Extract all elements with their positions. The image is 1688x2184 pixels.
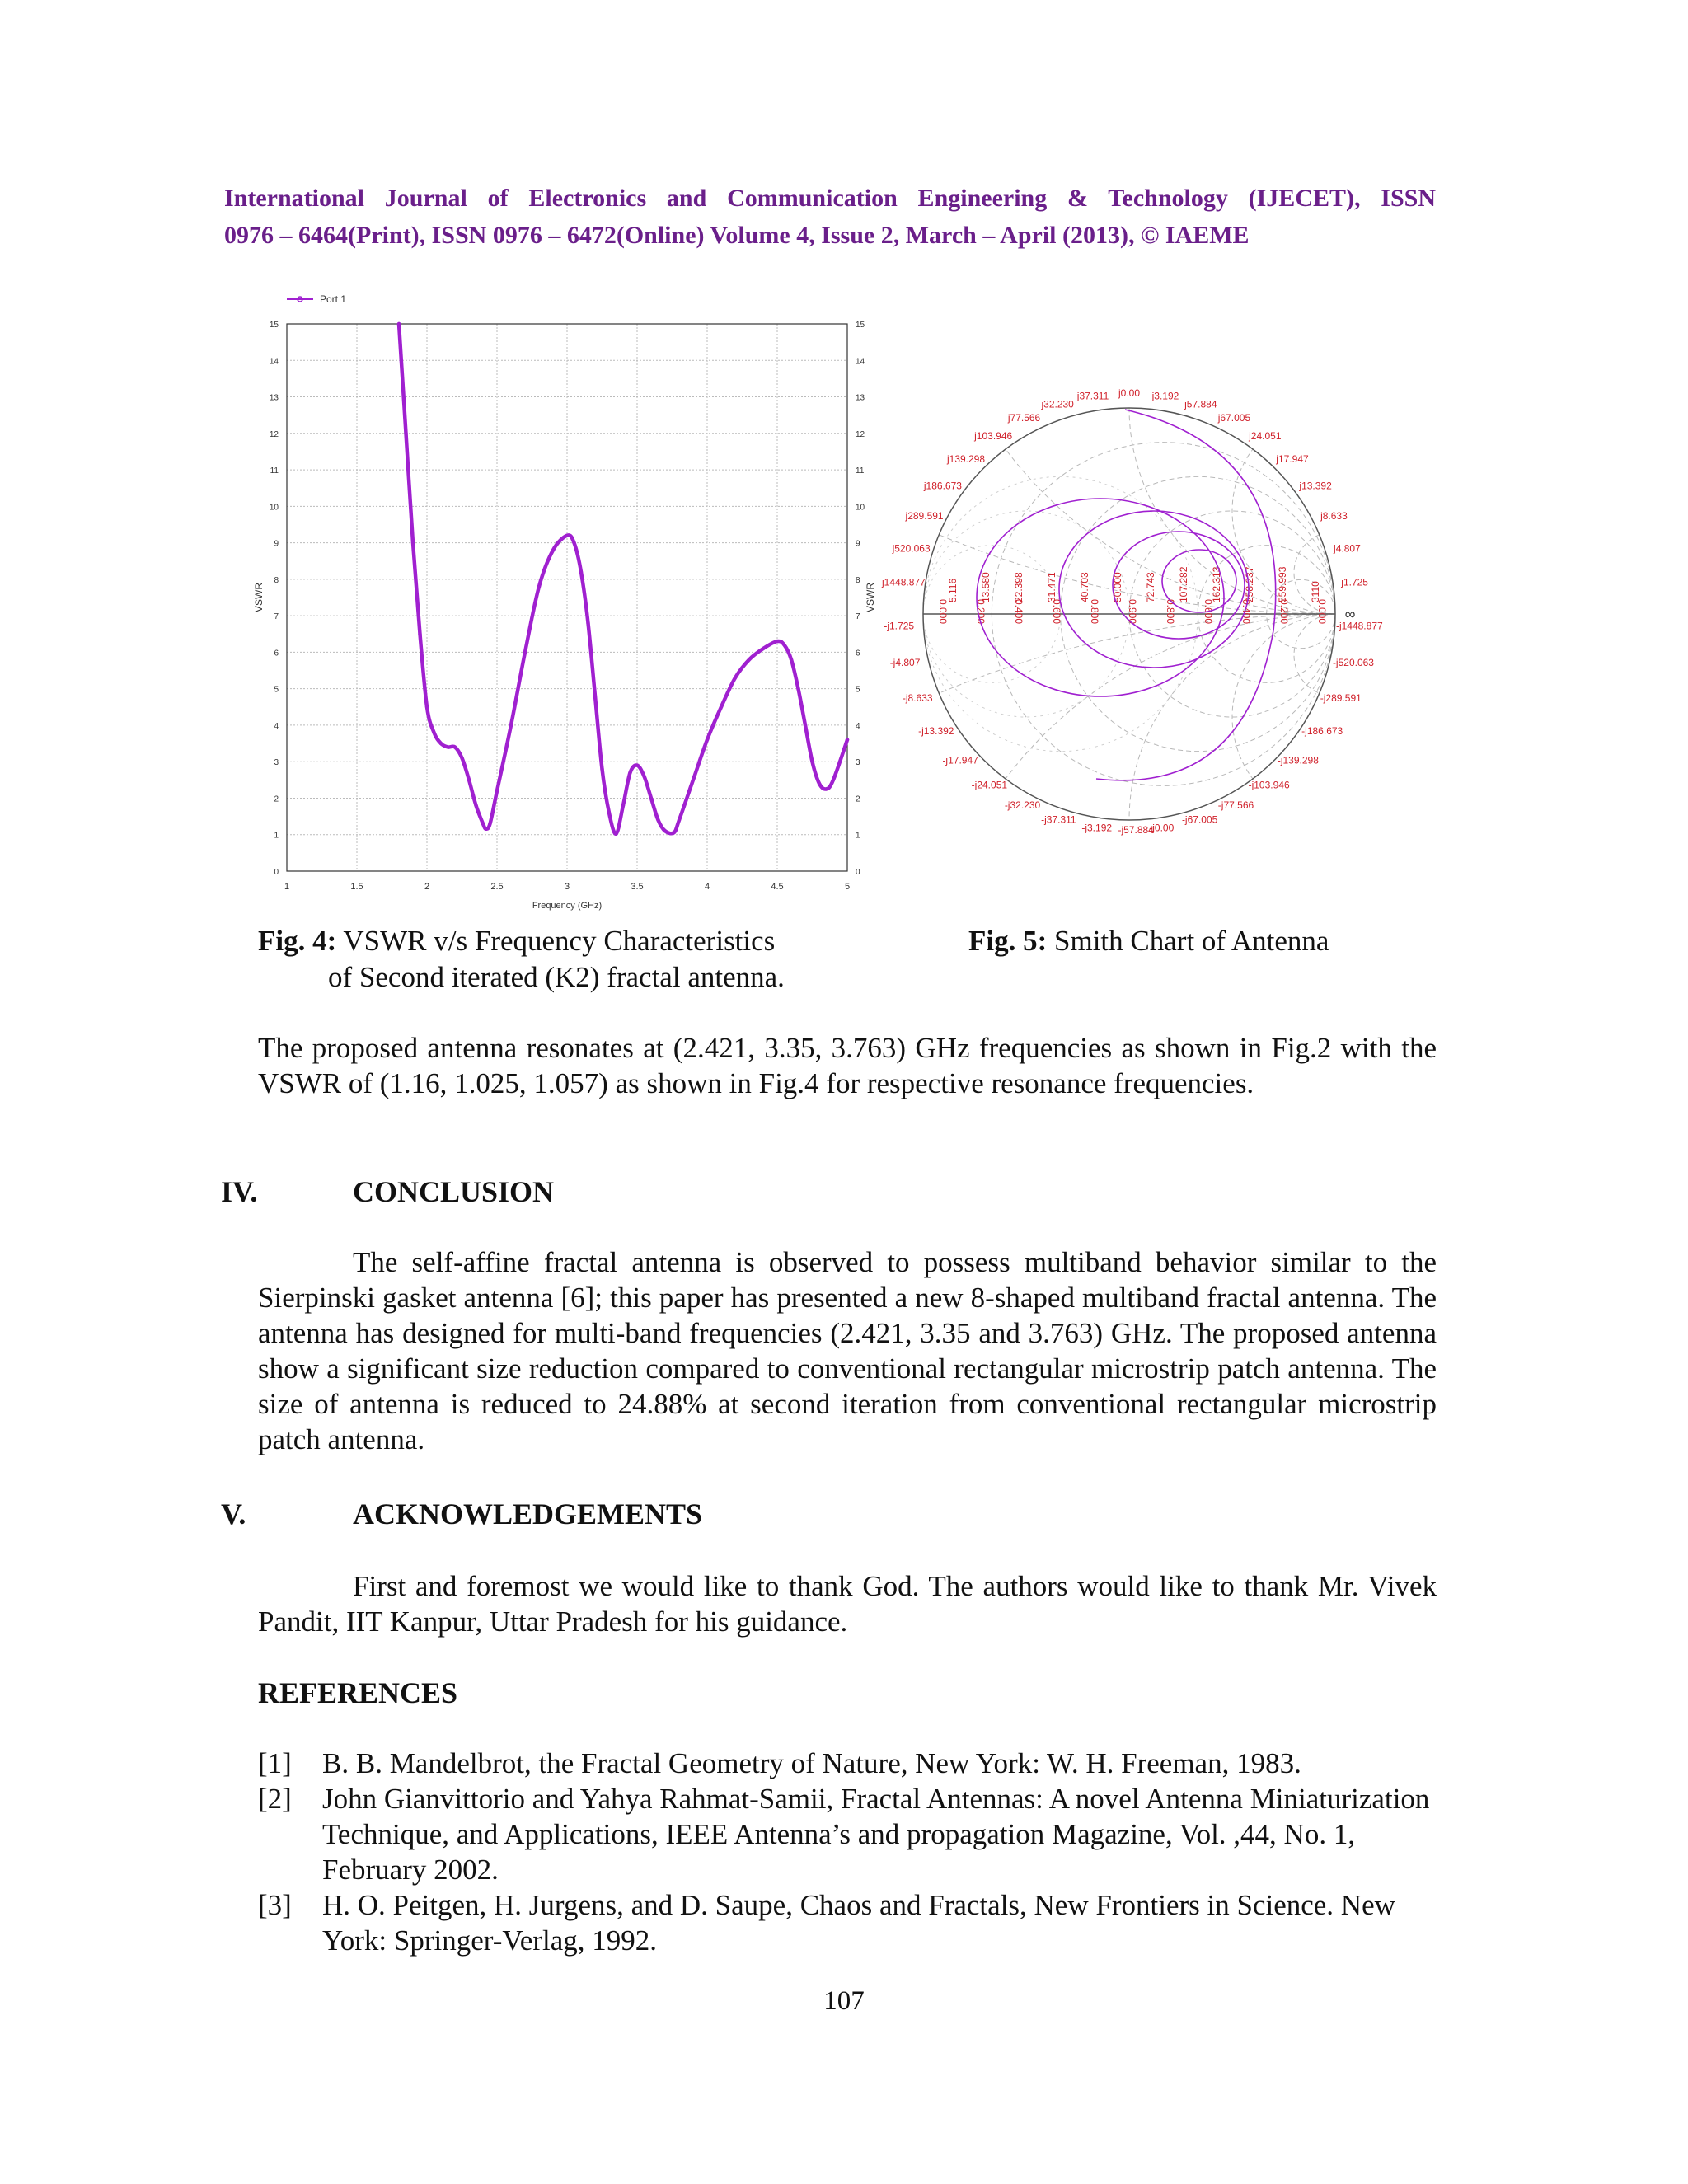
reference-text: H. O. Peitgen, H. Jurgens, and D. Saupe, Chaos and Fractals, New Frontiers in Science. New York: Springer-Verlag, 1992. — [322, 1889, 1395, 1957]
reactance-label-top: j186.673 — [923, 480, 962, 492]
fig5-text: Smith Chart of Antenna — [1047, 925, 1329, 957]
reactance-label-top: j1.725 — [1341, 576, 1368, 588]
data-point — [484, 827, 487, 831]
data-point — [439, 742, 443, 745]
data-point — [804, 724, 807, 727]
y-tick-label-left: 15 — [269, 321, 279, 330]
data-point — [720, 705, 723, 709]
reactance-label-bottom: -j289.591 — [1320, 692, 1362, 705]
reactance-label-top: j289.591 — [905, 509, 944, 522]
x-tick-label: 4 — [704, 882, 710, 892]
reference-number: [3] — [258, 1889, 292, 1921]
y-tick-label-right: 7 — [856, 612, 860, 622]
data-point — [762, 647, 765, 650]
reactance-label-bottom: -j32.230 — [1004, 799, 1041, 811]
y-tick-label-left: 9 — [274, 539, 279, 549]
reactance-label-top: j520.063 — [892, 542, 931, 555]
y-tick-label-left: 0 — [274, 868, 279, 877]
reference-text: John Gianvittorio and Yahya Rahmat-Samii, Fractal Antennas: A novel Antenna Miniaturization Technique, and Applications, IEEE Antenna’s and propagation Magazine, Vol. ,44, No. 1, February 2002. — [322, 1783, 1430, 1886]
x-tick-label: 5 — [844, 882, 851, 892]
reactance-label-top: j32.230 — [1041, 398, 1074, 410]
y-tick-label-left: 2 — [274, 794, 279, 804]
data-point — [607, 811, 611, 814]
section-title: ACKNOWLEDGEMENTS — [353, 1497, 703, 1530]
page-number: 107 — [823, 1986, 865, 2016]
reference-number: [2] — [258, 1783, 292, 1815]
data-point — [551, 548, 555, 551]
reactance-label-top: j77.566 — [1007, 411, 1041, 424]
y-tick-label-right: 3 — [856, 758, 860, 768]
resonance-paragraph: The proposed antenna resonates at (2.421, 3.35, 3.763) GHz frequencies as shown in Fig.2 with the VSWR of (1.16, 1.025, 1.057) as shown in Fig.4 for respective resonance frequencies. — [258, 1032, 1437, 1099]
journal-header — [224, 180, 1436, 254]
reactance-label-top: j57.884 — [1184, 398, 1217, 410]
data-point — [474, 804, 477, 807]
data-point — [593, 694, 597, 697]
y-tick-label-right: 13 — [856, 393, 865, 403]
y-tick-label-left: 7 — [274, 612, 279, 622]
axis-label: 0.800 — [1165, 598, 1176, 624]
fig5-caption — [968, 923, 1397, 959]
y-tick-label-right: 12 — [856, 429, 865, 439]
reactance-label-bottom: -j77.566 — [1217, 799, 1254, 811]
y-tick-label-right: 2 — [856, 794, 860, 804]
reactance-label-top: j139.298 — [946, 453, 986, 466]
fig4-caption — [258, 923, 835, 996]
y-axis-label-right: VSWR — [865, 583, 876, 612]
data-point — [432, 731, 435, 734]
axis-label: 0.200 — [975, 598, 987, 624]
y-tick-label-left: 13 — [269, 393, 279, 403]
data-point — [734, 676, 737, 679]
data-point — [481, 822, 485, 825]
resistance-label: 559.993 — [1277, 566, 1288, 602]
axis-label: 0.800 — [1089, 598, 1100, 624]
data-point — [649, 796, 653, 799]
reactance-label-bottom: -j4.807 — [889, 657, 921, 669]
legend-label: Port 1 — [320, 293, 347, 305]
trace-loop — [1162, 550, 1236, 612]
data-point — [748, 658, 751, 661]
reactance-label-bottom: -j8.633 — [902, 692, 933, 705]
data-point — [509, 724, 513, 727]
data-point — [678, 818, 681, 822]
journal-header-line1: International Journal of Electronics and Communication Engineering & Technology (IJECET), ISSN — [224, 185, 1436, 212]
x-tick-label: 1 — [284, 882, 290, 892]
data-point — [579, 570, 583, 574]
reactance-label-bottom: -j17.947 — [942, 754, 978, 766]
data-point — [572, 541, 575, 544]
y-tick-label-right: 10 — [856, 503, 865, 513]
x-tick-label: 2 — [424, 882, 430, 892]
data-point — [846, 738, 849, 741]
data-point — [446, 745, 449, 748]
y-tick-label-left: 8 — [274, 575, 279, 585]
data-point — [418, 632, 421, 635]
resistance-label: 13.580 — [980, 572, 992, 602]
reference-number: [1] — [258, 1747, 292, 1779]
reactance-label-top: j24.051 — [1249, 430, 1282, 443]
axis-label: 0.900 — [1127, 598, 1138, 624]
reactance-label-bottom: -j103.946 — [1248, 779, 1290, 791]
y-tick-label-left: 5 — [274, 685, 279, 695]
data-point — [425, 705, 429, 709]
reactance-label-bottom: -j24.051 — [971, 779, 1008, 791]
data-point — [692, 778, 695, 781]
data-point — [673, 831, 676, 834]
y-tick-label-right: 5 — [856, 685, 860, 695]
y-tick-label-left: 1 — [274, 831, 279, 841]
data-point — [642, 775, 645, 778]
reactance-label-bottom: -j3.192 — [1081, 822, 1113, 834]
reactance-label-top: j1448.877 — [881, 576, 926, 588]
data-point — [614, 832, 617, 835]
resistance-label: 22.398 — [1013, 572, 1025, 602]
data-point — [467, 778, 471, 781]
resistance-label: 72.743 — [1145, 572, 1156, 602]
data-point — [397, 322, 401, 326]
fig5-label: Fig. 5: — [968, 925, 1048, 957]
y-tick-label-left: 12 — [269, 429, 279, 439]
reactance-label-bottom: -j520.063 — [1332, 657, 1374, 669]
y-tick-label-left: 10 — [269, 503, 279, 513]
journal-header-line2: 0976 – 6464(Print), ISSN 0976 – 6472(Online) Volume 4, Issue 2, March – April (2013), © IAEME — [224, 222, 1250, 249]
references-list — [258, 1746, 1445, 1958]
data-point — [790, 658, 793, 661]
data-point — [832, 778, 835, 781]
section-number: V. — [221, 1497, 246, 1530]
x-tick-label: 4.5 — [771, 882, 784, 892]
data-point — [824, 787, 828, 790]
reactance-label-bottom: -j67.005 — [1181, 813, 1218, 826]
x-tick-label: 3.5 — [631, 882, 644, 892]
resistance-label: 162.313 — [1211, 566, 1222, 602]
x-tick-label: 2.5 — [490, 882, 504, 892]
data-point — [796, 687, 799, 691]
reactance-label-top: j103.946 — [974, 430, 1013, 443]
section-number: IV. — [221, 1175, 258, 1208]
resistance-label: 31.471 — [1046, 572, 1057, 602]
axis-label: 0.400 — [1013, 598, 1025, 624]
y-tick-label-left: 4 — [274, 721, 279, 731]
y-tick-label-right: 9 — [856, 539, 860, 549]
resistance-label: 40.703 — [1079, 572, 1090, 602]
reactance-label-bottom: -j186.673 — [1301, 724, 1343, 737]
references-heading: REFERENCES — [258, 1676, 458, 1709]
y-axis-label-left: VSWR — [253, 583, 265, 612]
y-tick-label-right: 6 — [856, 649, 860, 658]
series-line-port-1 — [399, 324, 847, 834]
infinity-label: ∞ — [1344, 606, 1356, 622]
reactance-label-top: j13.392 — [1299, 480, 1332, 492]
data-point — [537, 585, 541, 588]
acknowledgements-paragraph: First and foremost we would like to thank God. The authors would like to thank Mr. Vivek Pandit, IIT Kanpur, Uttar Pradesh for his guidance. — [258, 1570, 1437, 1638]
resistance-label: 3110 — [1310, 581, 1321, 602]
reactance-label-bottom: -j13.392 — [918, 724, 954, 737]
section-title: CONCLUSION — [353, 1175, 555, 1208]
reactance-label-top: j17.947 — [1276, 453, 1309, 466]
fig4-text-line2: of Second iterated (K2) fractal antenna. — [328, 961, 785, 993]
conclusion-paragraph: The self-affine fractal antenna is observed to possess multiband behavior similar to the Sierpinski gasket antenna [6]; this paper has presented a new 8-shaped multiband fractal antenna. The antenna has designed for multi-band frequencies (2.421, 3.35 and 3.763) GHz. The proposed antenna show a significant size reduction compared to conventional rectangular microstrip patch antenna. The size of antenna is reduced to 24.88% at second iteration from conventional rectangular microstrip patch antenna. — [258, 1246, 1437, 1455]
fig4-label: Fig. 4: — [258, 925, 337, 957]
axis-label: 0.200 — [1278, 598, 1290, 624]
reactance-label-top: j37.311 — [1076, 390, 1109, 402]
data-point — [460, 757, 463, 760]
y-tick-label-right: 4 — [856, 721, 860, 731]
reactance-label-top: j4.807 — [1334, 542, 1361, 555]
reference-item — [258, 1887, 1445, 1958]
data-point — [523, 650, 527, 654]
axis-label: 0.000 — [1316, 598, 1328, 624]
data-point — [635, 763, 639, 766]
y-tick-label-right: 1 — [856, 831, 860, 841]
reactance-label-top: j67.005 — [1217, 411, 1251, 424]
reference-item — [258, 1746, 1445, 1781]
axis-label: 0.600 — [1203, 598, 1214, 624]
x-tick-label: 3 — [564, 882, 570, 892]
data-point — [656, 818, 659, 822]
reactance-label-top: j3.192 — [1151, 390, 1179, 402]
resistance-label: 258.237 — [1244, 566, 1255, 602]
reactance-label-bottom: -j1448.877 — [1335, 620, 1383, 632]
reactance-label-bottom: -j0.00 — [1149, 822, 1175, 834]
vswr-chart — [247, 284, 876, 911]
reactance-label-top: j0.00 — [1118, 387, 1141, 399]
data-point — [495, 789, 499, 792]
reactance-label-bottom: -j37.311 — [1041, 813, 1076, 826]
reactance-label-bottom: -j139.298 — [1277, 754, 1319, 766]
reference-text: B. B. Mandelbrot, the Fractal Geometry of Nature, New York: W. H. Freeman, 1983. — [322, 1747, 1301, 1779]
y-tick-label-left: 14 — [269, 357, 279, 367]
x-axis-label: Frequency (GHz) — [532, 901, 603, 911]
reactance-arc-positive — [923, 0, 1688, 614]
data-point — [621, 804, 625, 807]
data-point — [706, 738, 709, 741]
resistance-label: 5.116 — [947, 578, 959, 602]
y-tick-label-right: 8 — [856, 575, 860, 585]
data-point — [628, 771, 631, 774]
data-point — [488, 822, 491, 825]
y-tick-label-right: 11 — [856, 466, 865, 476]
data-point — [810, 760, 814, 763]
resistance-label: 107.282 — [1178, 566, 1189, 602]
data-point — [453, 745, 457, 748]
x-tick-label: 1.5 — [350, 882, 363, 892]
smith-chart — [881, 330, 1383, 923]
data-point — [663, 829, 667, 832]
reactance-label-bottom: -j1.725 — [884, 620, 915, 632]
y-tick-label-left: 6 — [274, 649, 279, 658]
data-point — [776, 640, 779, 643]
data-point — [600, 767, 603, 771]
y-tick-label-left: 3 — [274, 758, 279, 768]
y-tick-label-left: 11 — [270, 466, 279, 476]
axis-label: 0.400 — [1240, 598, 1252, 624]
y-tick-label-right: 14 — [856, 357, 865, 367]
data-point — [782, 643, 785, 646]
reference-item — [258, 1781, 1445, 1887]
reactance-label-bottom: -j57.884 — [1118, 823, 1154, 836]
data-point — [404, 432, 407, 435]
reactance-label-top: j8.633 — [1320, 509, 1348, 522]
data-point — [411, 541, 415, 544]
y-tick-label-right: 15 — [856, 321, 865, 330]
axis-label: 0.600 — [1051, 598, 1062, 624]
fig4-text-line1: VSWR v/s Frequency Characteristics — [336, 925, 776, 957]
resistance-label: 50.000 — [1112, 572, 1123, 602]
data-point — [565, 534, 569, 537]
y-tick-label-right: 0 — [856, 868, 860, 877]
data-point — [818, 782, 821, 785]
data-point — [586, 621, 589, 625]
axis-label: 0.000 — [937, 598, 949, 624]
